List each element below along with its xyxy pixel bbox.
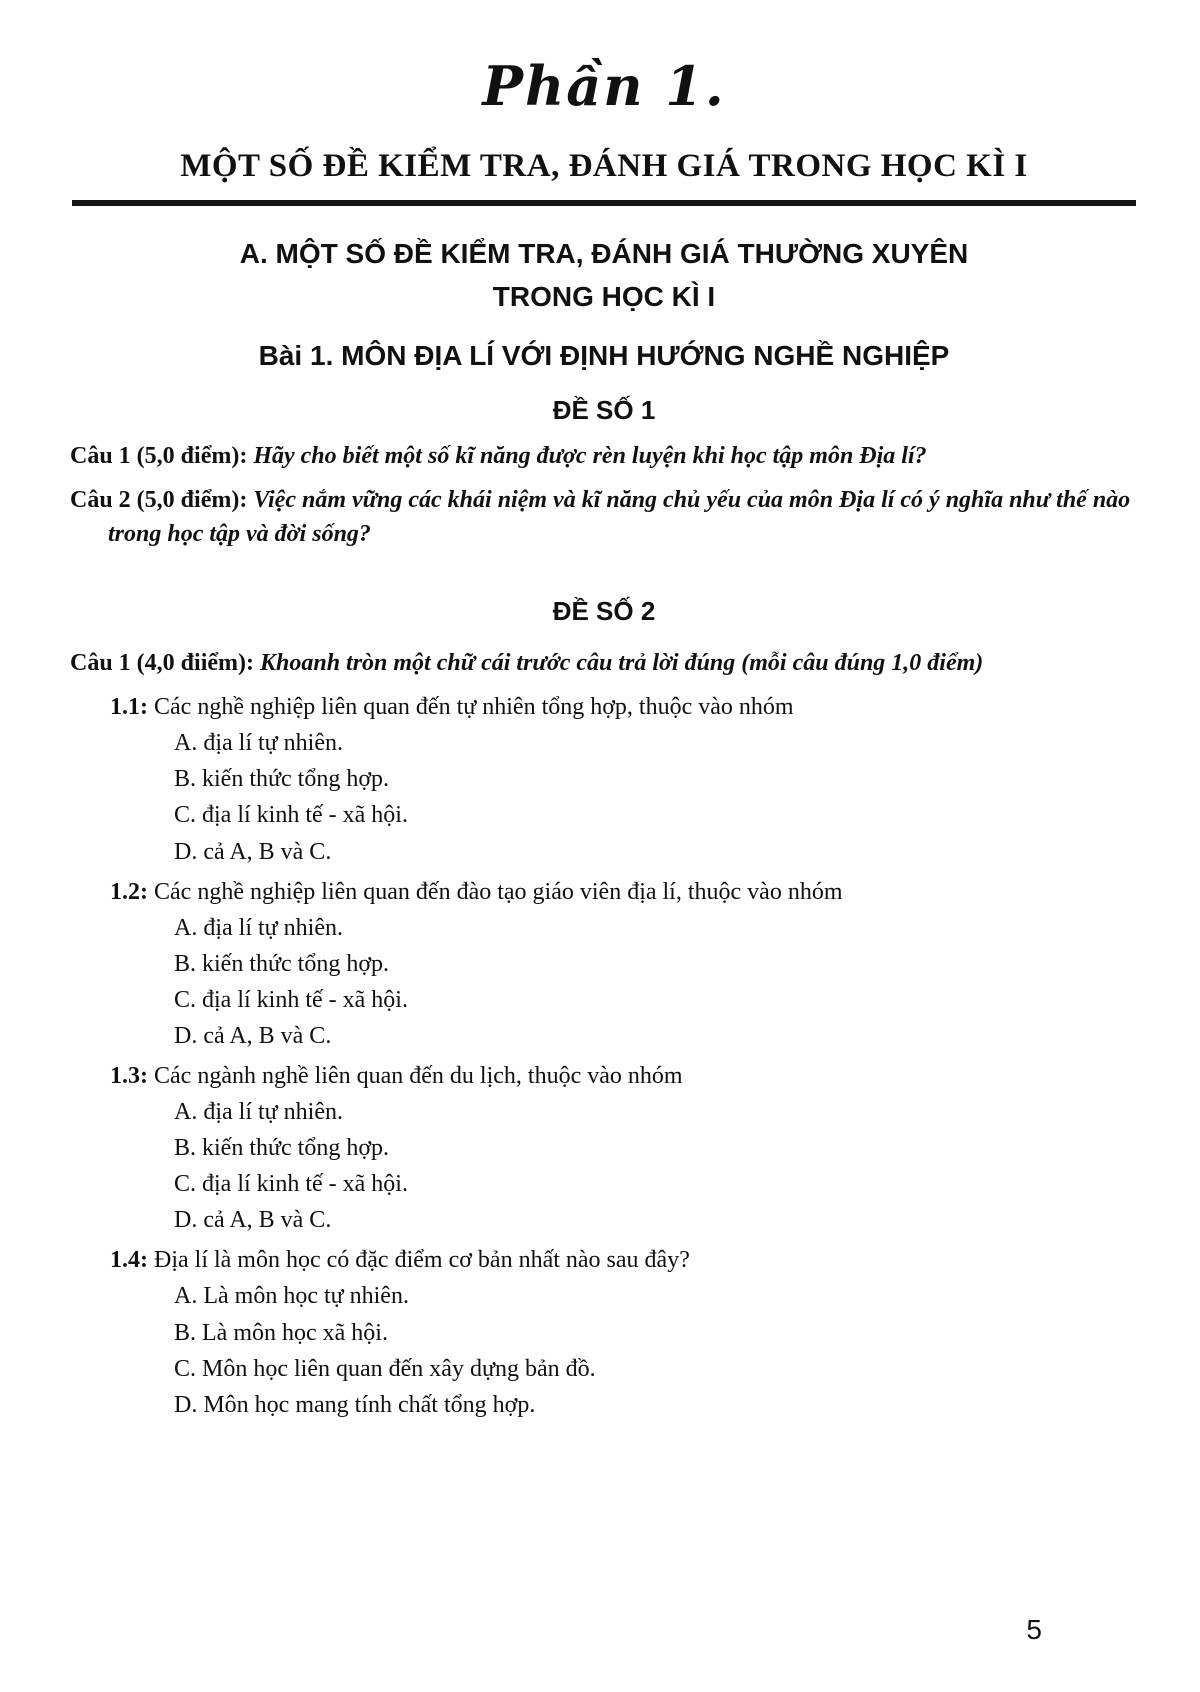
section-heading-line1: A. MỘT SỐ ĐỀ KIỂM TRA, ĐÁNH GIÁ THƯỜNG XUYÊN <box>239 237 969 269</box>
mc-option: C. địa lí kinh tế - xã hội. <box>174 802 408 829</box>
mc-option: D. cả A, B và C. <box>174 1207 332 1234</box>
question-text: Việc nắm vững các khái niệm và kĩ năng chủ yếu của môn Địa lí có ý nghĩa như thế nào trong học tập và đời sống? <box>108 487 1131 548</box>
de2-title: ĐỀ SỐ 2 <box>552 596 656 627</box>
question-text: Hãy cho biết một số kĩ năng được rèn luyện khi học tập môn Địa lí? <box>253 442 927 469</box>
mc-item-label: 1.4: <box>110 1247 148 1274</box>
mc-item-label: 1.3: <box>110 1062 148 1089</box>
mc-option: A. địa lí tự nhiên. <box>174 730 343 757</box>
question-label: Câu 1 (4,0 điiểm): <box>70 650 254 677</box>
mc-item-label: 1.2: <box>110 878 148 905</box>
mc-item-label: 1.1: <box>110 694 148 721</box>
mc-item-1-4 <box>70 1243 1138 1277</box>
mc-option: C. Môn học liên quan đến xây dựng bản đồ. <box>174 1355 596 1382</box>
mc-item-1-3 <box>70 1059 1138 1093</box>
page-number: 5 <box>1026 1614 1042 1646</box>
mc-option: B. Là môn học xã hội. <box>174 1319 388 1346</box>
section-heading-line2: TRONG HỌC KÌ I <box>492 280 716 312</box>
de1-title: ĐỀ SỐ 1 <box>552 395 656 426</box>
heading-underline <box>72 200 1136 206</box>
mc-option: C. địa lí kinh tế - xã hội. <box>174 1171 408 1198</box>
question-label: Câu 1 (5,0 điểm): <box>70 442 248 469</box>
mc-item-question: Các nghề nghiệp liên quan đến đào tạo giáo viên địa lí, thuộc vào nhóm <box>154 878 843 905</box>
lesson-heading: Bài 1. MÔN ĐỊA LÍ VỚI ĐỊNH HƯỚNG NGHỀ NGHIỆP <box>258 340 950 372</box>
question-text: Khoanh tròn một chữ cái trước câu trả lời đúng (mỗi câu đúng 1,0 điểm) <box>259 650 984 677</box>
mc-option: A. Là môn học tự nhiên. <box>174 1283 409 1310</box>
question-label: Câu 2 (5,0 điểm): <box>70 487 248 514</box>
de1-question-1 <box>70 439 1138 473</box>
part-title: Phần 1. <box>482 54 726 118</box>
mc-option: B. kiến thức tổng hợp. <box>174 950 390 977</box>
mc-option: D. Môn học mang tính chất tổng hợp. <box>174 1391 536 1418</box>
mc-option: A. địa lí tự nhiên. <box>174 914 343 941</box>
mc-option: A. địa lí tự nhiên. <box>174 1099 343 1126</box>
de1-question-2 <box>70 483 1138 551</box>
mc-item-question: Địa lí là môn học có đặc điểm cơ bản nhất nào sau đây? <box>154 1247 690 1274</box>
mc-item-question: Các nghề nghiệp liên quan đến tự nhiên tổng hợp, thuộc vào nhóm <box>154 694 794 721</box>
main-heading: MỘT SỐ ĐỀ KIỂM TRA, ĐÁNH GIÁ TRONG HỌC KÌ I <box>180 147 1028 184</box>
mc-option: B. kiến thức tổng hợp. <box>174 1135 390 1162</box>
mc-item-1-1 <box>70 690 1138 724</box>
mc-option: B. kiến thức tổng hợp. <box>174 766 390 793</box>
de2-intro <box>70 646 1138 680</box>
mc-item-1-2 <box>70 875 1138 909</box>
mc-option: C. địa lí kinh tế - xã hội. <box>174 986 408 1013</box>
section-heading <box>70 232 1138 319</box>
mc-option: D. cả A, B và C. <box>174 1022 332 1049</box>
mc-item-question: Các ngành nghề liên quan đến du lịch, thuộc vào nhóm <box>154 1062 683 1089</box>
mc-option: D. cả A, B và C. <box>174 838 332 865</box>
